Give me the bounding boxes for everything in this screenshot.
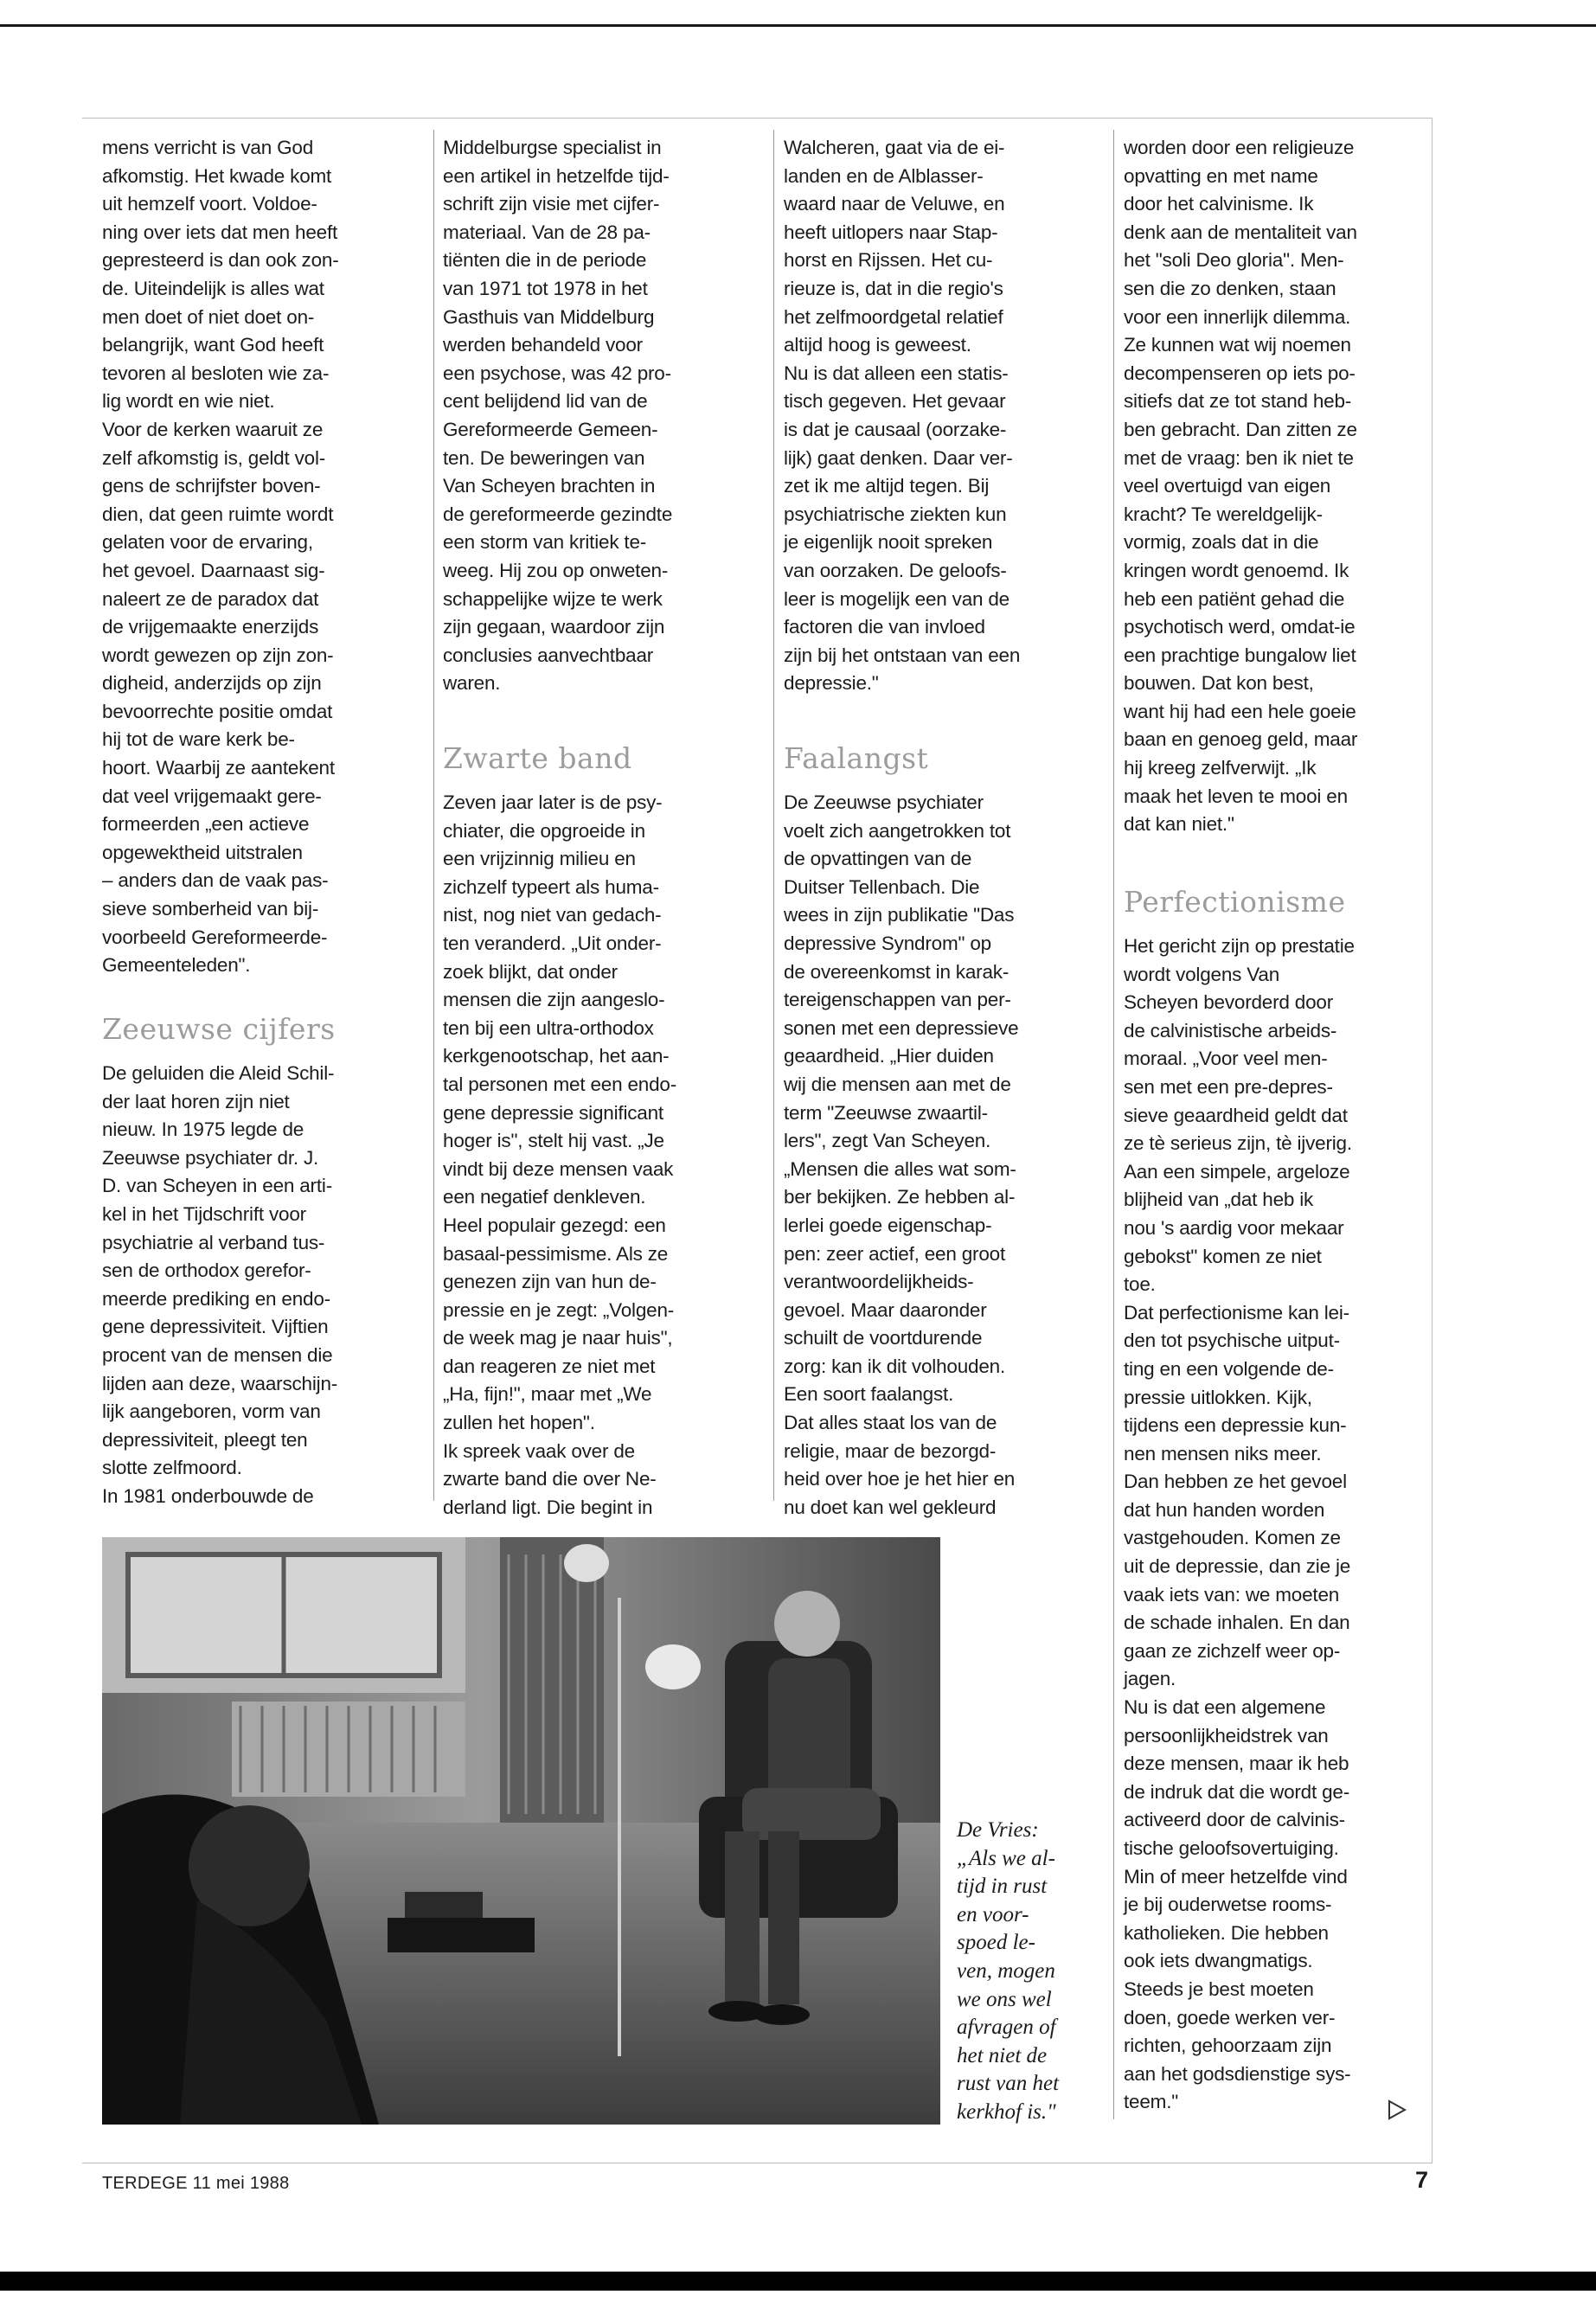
- text-line: katholieken. Die hebben: [1124, 1921, 1329, 1944]
- text-line: bouwen. Dat kon best,: [1124, 672, 1314, 695]
- text-line: conclusies aanvechtbaar: [443, 644, 654, 666]
- text-line: zijn gegaan, waardoor zijn: [443, 616, 665, 638]
- text-line: tevoren al besloten wie za-: [102, 362, 330, 384]
- text-line: bevoorrechte positie omdat: [102, 700, 333, 722]
- column-divider: [1113, 130, 1114, 2119]
- text-line: aan het godsdienstige sys-: [1124, 2062, 1351, 2085]
- text-line: de opvattingen van de: [784, 848, 972, 870]
- text-line: schrift zijn visie met cijfer-: [443, 193, 660, 215]
- section-heading: Zwarte band: [443, 741, 632, 775]
- text-line: tijdens een depressie kun-: [1124, 1414, 1347, 1437]
- text-line: een psychose, was 42 pro-: [443, 362, 671, 384]
- text-line: kringen wordt genoemd. Ik: [1124, 559, 1349, 581]
- text-line: sen die zo denken, staan: [1124, 277, 1336, 299]
- text-line: gebokst" komen ze niet: [1124, 1245, 1322, 1267]
- text-line: Voor de kerken waaruit ze: [102, 418, 324, 440]
- text-line: zijn bij het ontstaan van een: [784, 644, 1021, 666]
- text-line: genezen zijn van hun de-: [443, 1271, 657, 1293]
- text-line: Heel populair gezegd: een: [443, 1214, 666, 1236]
- text-line: van 1971 tot 1978 in het: [443, 277, 648, 299]
- text-line: deze mensen, maar ik heb: [1124, 1753, 1349, 1775]
- text-line: De Zeeuwse psychiater: [784, 792, 984, 813]
- text-line: worden door een religieuze: [1124, 137, 1355, 158]
- text-line: vaak iets van: we moeten: [1124, 1583, 1340, 1606]
- text-line: verantwoordelijkheids-: [784, 1271, 974, 1293]
- text-block: [443, 789, 676, 1522]
- text-line: formeerden „een actieve: [102, 813, 310, 836]
- text-line: Van Scheyen brachten in: [443, 475, 656, 497]
- text-line: Ze kunnen wat wij noemen: [1124, 334, 1351, 356]
- text-line: – anders dan de vaak pas-: [102, 869, 329, 892]
- text-line: waard naar de Veluwe, en: [784, 193, 1005, 215]
- text-line: lig wordt en wie niet.: [102, 390, 275, 413]
- text-line: vindt bij deze mensen vaak: [443, 1157, 674, 1180]
- column-divider: [773, 130, 774, 1501]
- caption-line: „Als we al-: [957, 1846, 1055, 1870]
- text-line: dat hun handen worden: [1124, 1498, 1325, 1521]
- text-line: de calvinistische arbeids-: [1124, 1019, 1337, 1042]
- text-line: schappelijke wijze te werk: [443, 587, 663, 610]
- text-line: tisch gegeven. Het gevaar: [784, 390, 1006, 413]
- caption-line: ven, mogen: [957, 1958, 1055, 1983]
- caption-line: De Vries:: [957, 1818, 1039, 1842]
- text-line: procent van de mensen die: [102, 1343, 333, 1366]
- text-line: sieve somberheid van bij-: [102, 898, 319, 920]
- text-line: ning over iets dat men heeft: [102, 221, 338, 243]
- text-line: de schade inhalen. En dan: [1124, 1612, 1350, 1634]
- text-line: horst en Rijssen. Het cu-: [784, 249, 993, 272]
- caption-line: en voor-: [957, 1902, 1029, 1926]
- text-line: ook iets dwangmatigs.: [1124, 1950, 1313, 1972]
- text-line: mensen die zijn aangeslo-: [443, 989, 665, 1011]
- text-line: wij die mensen aan met de: [784, 1073, 1011, 1095]
- text-line: psychiatrische ziekten kun: [784, 503, 1007, 525]
- text-line: tereigenschappen van per-: [784, 989, 1011, 1011]
- text-line: Gasthuis van Middelburg: [443, 305, 655, 328]
- text-line: Middelburgse specialist in: [443, 137, 662, 158]
- text-line: nist, nog niet van gedach-: [443, 904, 662, 926]
- text-line: lerlei goede eigenschap-: [784, 1214, 992, 1236]
- text-line: De geluiden die Aleid Schil-: [102, 1062, 335, 1084]
- column-divider: [433, 130, 434, 1501]
- text-line: Nu is dat een algemene: [1124, 1696, 1326, 1719]
- text-line: moraal. „Voor veel men-: [1124, 1048, 1328, 1070]
- text-line: dan reageren ze niet met: [443, 1355, 656, 1377]
- text-line: lijden aan deze, waarschijn-: [102, 1372, 338, 1394]
- text-line: slotte zelfmoord.: [102, 1457, 242, 1479]
- text-line: dat kan niet.": [1124, 813, 1234, 836]
- text-block: [102, 134, 339, 980]
- text-line: hoort. Waarbij ze aantekent: [102, 757, 335, 779]
- text-line: lijk aangeboren, vorm van: [102, 1400, 321, 1423]
- text-block: [102, 1060, 337, 1511]
- text-line: de week mag je naar huis",: [443, 1327, 673, 1349]
- text-line: tal personen met een endo-: [443, 1073, 676, 1095]
- text-line: depressie.": [784, 672, 879, 695]
- text-line: ten. De beweringen van: [443, 446, 645, 469]
- text-line: veel overtuigd van eigen: [1124, 475, 1331, 497]
- text-line: altijd hoog is geweest.: [784, 334, 971, 356]
- text-line: geaardheid. „Hier duiden: [784, 1045, 994, 1067]
- text-line: nieuw. In 1975 legde de: [102, 1118, 304, 1141]
- text-line: het gevoel. Daarnaast sig-: [102, 559, 325, 581]
- text-line: gaan ze zichzelf weer op-: [1124, 1639, 1341, 1662]
- text-line: persoonlijkheidstrek van: [1124, 1724, 1329, 1747]
- top-rule: [0, 24, 1596, 27]
- text-block: [1124, 134, 1357, 839]
- section-heading: Perfectionisme: [1124, 885, 1346, 919]
- text-line: heid over hoe je het hier en: [784, 1468, 1016, 1490]
- text-line: factoren die van invloed: [784, 616, 985, 638]
- text-line: decompenseren op iets po-: [1124, 362, 1356, 384]
- text-line: religie, maar de bezorgd-: [784, 1439, 997, 1462]
- footer-publication: TERDEGE 11 mei 1988: [102, 2174, 290, 2193]
- text-line: richten, gehoorzaam zijn: [1124, 2035, 1332, 2057]
- text-line: dat veel vrijgemaakt gere-: [102, 785, 322, 807]
- text-line: Walcheren, gaat via de ei-: [784, 137, 1005, 158]
- text-line: pen: zeer actief, een groot: [784, 1242, 1006, 1265]
- text-block: [443, 134, 672, 698]
- text-line: een prachtige bungalow liet: [1124, 644, 1356, 666]
- text-line: wordt gewezen op zijn zon-: [102, 644, 334, 666]
- photo-caption: [957, 1817, 1059, 2127]
- text-line: uit de depressie, dan zie je: [1124, 1555, 1351, 1578]
- text-block: [1124, 933, 1355, 2117]
- text-line: hoger is", stelt hij vast. „Je: [443, 1130, 664, 1152]
- text-line: zorg: kan ik dit volhouden.: [784, 1355, 1006, 1377]
- text-line: wees in zijn publikatie "Das: [784, 904, 1015, 926]
- text-line: kracht? Te wereldgelijk-: [1124, 503, 1323, 525]
- text-line: de gereformeerde gezindte: [443, 503, 673, 525]
- text-line: blijheid van „dat heb ik: [1124, 1189, 1314, 1211]
- text-line: lers", zegt Van Scheyen.: [784, 1130, 991, 1152]
- text-line: zoek blijkt, dat onder: [443, 960, 618, 983]
- caption-line: het niet de: [957, 2043, 1048, 2067]
- text-line: psychotisch werd, omdat-ie: [1124, 616, 1356, 638]
- text-line: men doet of niet doet on-: [102, 305, 315, 328]
- text-line: depressiviteit, pleegt ten: [102, 1428, 308, 1451]
- text-line: heeft uitlopers naar Stap-: [784, 221, 998, 243]
- text-line: sitiefs dat ze tot stand heb-: [1124, 390, 1352, 413]
- text-line: „Mensen die alles wat som-: [784, 1157, 1016, 1180]
- text-line: hij tot de ware kerk be-: [102, 728, 295, 751]
- text-line: gevoel. Maar daaronder: [784, 1298, 987, 1321]
- text-line: vormig, zoals dat in die: [1124, 531, 1319, 554]
- text-line: Gemeenteleden".: [102, 954, 251, 977]
- text-line: jagen.: [1124, 1668, 1176, 1690]
- text-line: uit hemzelf voort. Voldoe-: [102, 193, 317, 215]
- bottom-bar: [0, 2272, 1596, 2291]
- text-line: derland ligt. Die begint in: [443, 1496, 653, 1518]
- page-frame-right: [1432, 118, 1433, 2163]
- text-line: teem.": [1124, 2091, 1179, 2113]
- text-line: tiënten die in de periode: [443, 249, 647, 272]
- text-line: Ik spreek vaak over de: [443, 1439, 635, 1462]
- text-line: Min of meer hetzelfde vind: [1124, 1865, 1348, 1888]
- text-line: want hij had een hele goeie: [1124, 700, 1356, 722]
- text-line: Dat alles staat los van de: [784, 1412, 997, 1434]
- text-line: door het calvinisme. Ik: [1124, 193, 1314, 215]
- text-line: ten veranderd. „Uit onder-: [443, 932, 662, 954]
- text-line: de overeenkomst in karak-: [784, 960, 1010, 983]
- text-line: nu doet kan wel gekleurd: [784, 1496, 997, 1518]
- text-line: opgewektheid uitstralen: [102, 841, 303, 863]
- text-line: mens verricht is van God: [102, 137, 314, 158]
- text-line: je eigenlijk nooit spreken: [784, 531, 993, 554]
- text-line: zullen het hopen".: [443, 1412, 595, 1434]
- text-line: Duitser Tellenbach. Die: [784, 875, 980, 898]
- text-line: een vrijzinnig milieu en: [443, 848, 636, 870]
- text-line: schuilt de voortdurende: [784, 1327, 983, 1349]
- page-frame-top: [82, 118, 1432, 119]
- text-line: ting en een volgende de-: [1124, 1357, 1334, 1380]
- text-line: het zelfmoordgetal relatief: [784, 305, 1003, 328]
- caption-line: we ons wel: [957, 1987, 1052, 2011]
- text-line: zet ik me altijd tegen. Bij: [784, 475, 990, 497]
- text-line: naleert ze de paradox dat: [102, 587, 319, 610]
- text-line: waren.: [443, 672, 501, 695]
- text-line: Scheyen bevorderd door: [1124, 991, 1334, 1014]
- text-line: de vrijgemaakte enerzijds: [102, 616, 319, 638]
- text-line: Dat perfectionisme kan lei-: [1124, 1301, 1349, 1324]
- text-line: digheid, anderzijds op zijn: [102, 672, 322, 695]
- text-line: D. van Scheyen in een arti-: [102, 1175, 332, 1197]
- text-line: voelt zich aangetrokken tot: [784, 819, 1011, 842]
- text-line: van oorzaken. De geloofs-: [784, 559, 1007, 581]
- text-line: toe.: [1124, 1273, 1156, 1296]
- text-line: wordt volgens Van: [1124, 963, 1280, 985]
- text-line: werden behandeld voor: [443, 334, 643, 356]
- text-line: hij kreeg zelfverwijt. „Ik: [1124, 757, 1317, 779]
- text-line: ten bij een ultra-orthodox: [443, 1016, 654, 1039]
- text-line: baan en genoeg geld, maar: [1124, 728, 1358, 751]
- text-line: voor een innerlijk dilemma.: [1124, 305, 1351, 328]
- text-line: weeg. Hij zou op onweten-: [443, 559, 669, 581]
- text-line: pressie en je zegt: „Volgen-: [443, 1298, 675, 1321]
- text-line: activeerd door de calvinis-: [1124, 1809, 1345, 1831]
- text-line: meerde prediking en endo-: [102, 1287, 330, 1310]
- text-line: afkomstig. Het kwade komt: [102, 164, 332, 187]
- continue-arrow-icon: [1386, 2099, 1408, 2121]
- text-line: dien, dat geen ruimte wordt: [102, 503, 334, 525]
- text-line: Gereformeerde Gemeen-: [443, 418, 658, 440]
- text-line: een storm van kritiek te-: [443, 531, 647, 554]
- text-line: Steeds je best moeten: [1124, 1977, 1314, 2000]
- text-line: Het gericht zijn op prestatie: [1124, 935, 1355, 957]
- text-line: term "Zeeuwse zwaartil-: [784, 1101, 988, 1124]
- text-line: sonen met een depressieve: [784, 1016, 1019, 1039]
- text-line: de. Uiteindelijk is alles wat: [102, 277, 324, 299]
- text-line: ber bekijken. Ze hebben al-: [784, 1186, 1016, 1208]
- text-line: ze tè serieus zijn, tè ijverig.: [1124, 1132, 1352, 1155]
- interview-photo: [102, 1537, 940, 2125]
- text-line: voorbeeld Gereformeerde-: [102, 926, 328, 948]
- text-line: Dan hebben ze het gevoel: [1124, 1471, 1347, 1493]
- text-line: tische geloofsovertuiging.: [1124, 1837, 1339, 1859]
- text-line: zwarte band die over Ne-: [443, 1468, 657, 1490]
- text-line: maak het leven te mooi en: [1124, 785, 1348, 807]
- caption-line: spoed le-: [957, 1931, 1035, 1955]
- text-line: gelaten voor de ervaring,: [102, 531, 313, 554]
- text-line: sieve geaardheid geldt dat: [1124, 1104, 1348, 1126]
- text-line: psychiatrie al verband tus-: [102, 1231, 325, 1253]
- text-line: pressie uitlokken. Kijk,: [1124, 1386, 1312, 1408]
- text-line: chiater, die opgroeide in: [443, 819, 645, 842]
- text-line: een artikel in hetzelfde tijd-: [443, 164, 670, 187]
- text-line: is dat je causaal (oorzake-: [784, 418, 1007, 440]
- text-line: leer is mogelijk een van de: [784, 587, 1010, 610]
- text-line: belangrijk, want God heeft: [102, 334, 324, 356]
- text-line: Een soort faalangst.: [784, 1383, 954, 1406]
- text-line: met de vraag: ben ik niet te: [1124, 446, 1354, 469]
- text-line: cent belijdend lid van de: [443, 390, 648, 413]
- text-line: opvatting en met name: [1124, 164, 1318, 187]
- text-line: gene depressie significant: [443, 1101, 663, 1124]
- text-line: nen mensen niks meer.: [1124, 1442, 1322, 1465]
- caption-line: kerkhof is.": [957, 2099, 1056, 2124]
- section-heading: Zeeuwse cijfers: [102, 1012, 336, 1046]
- section-heading: Faalangst: [784, 741, 929, 775]
- text-line: materiaal. Van de 28 pa-: [443, 221, 651, 243]
- text-line: den tot psychische uitput-: [1124, 1330, 1340, 1352]
- text-line: Zeeuwse psychiater dr. J.: [102, 1146, 319, 1169]
- page-number: 7: [1415, 2167, 1429, 2193]
- text-line: zichzelf typeert als huma-: [443, 875, 659, 898]
- text-line: rieuze is, dat in die regio's: [784, 277, 1003, 299]
- text-line: je bij ouderwetse rooms-: [1124, 1894, 1332, 1916]
- text-line: heb een patiënt gehad die: [1124, 587, 1345, 610]
- text-line: gene depressiviteit. Vijftien: [102, 1316, 329, 1338]
- caption-line: rust van het: [957, 2072, 1060, 2096]
- text-line: Aan een simpele, argeloze: [1124, 1160, 1350, 1183]
- text-block: [784, 134, 1020, 698]
- interview-photo-illustration: [102, 1537, 940, 2125]
- text-line: de indruk dat die wordt ge-: [1124, 1780, 1350, 1803]
- text-line: sen met een pre-depres-: [1124, 1075, 1333, 1098]
- text-line: gens de schrijfster boven-: [102, 475, 321, 497]
- caption-line: afvragen of: [957, 2016, 1056, 2040]
- text-line: gepresteerd is dan ook zon-: [102, 249, 339, 272]
- text-line: Zeven jaar later is de psy-: [443, 792, 663, 813]
- text-line: sen de orthodox gerefor-: [102, 1259, 311, 1282]
- text-line: landen en de Alblasser-: [784, 164, 984, 187]
- text-line: doen, goede werken ver-: [1124, 2006, 1336, 2029]
- text-line: Nu is dat alleen een statis-: [784, 362, 1009, 384]
- text-block: [784, 789, 1018, 1522]
- text-line: der laat horen zijn niet: [102, 1090, 290, 1112]
- text-line: een negatief denkleven.: [443, 1186, 646, 1208]
- text-line: kerkgenootschap, het aan-: [443, 1045, 670, 1067]
- text-line: denk aan de mentaliteit van: [1124, 221, 1357, 243]
- text-line: lijk) gaat denken. Daar ver-: [784, 446, 1013, 469]
- text-line: vastgehouden. Komen ze: [1124, 1527, 1341, 1549]
- caption-line: tijd in rust: [957, 1875, 1048, 1899]
- text-line: In 1981 onderbouwde de: [102, 1484, 314, 1507]
- text-line: het "soli Deo gloria". Men-: [1124, 249, 1344, 272]
- text-line: basaal-pessimisme. Als ze: [443, 1242, 669, 1265]
- text-line: depressive Syndrom" op: [784, 932, 991, 954]
- text-line: zelf afkomstig is, geldt vol-: [102, 446, 326, 469]
- text-line: nou 's aardig voor mekaar: [1124, 1216, 1344, 1239]
- text-line: ben gebracht. Dan zitten ze: [1124, 418, 1357, 440]
- text-line: kel in het Tijdschrift voor: [102, 1202, 306, 1225]
- text-line: „Ha, fijn!", maar met „We: [443, 1383, 652, 1406]
